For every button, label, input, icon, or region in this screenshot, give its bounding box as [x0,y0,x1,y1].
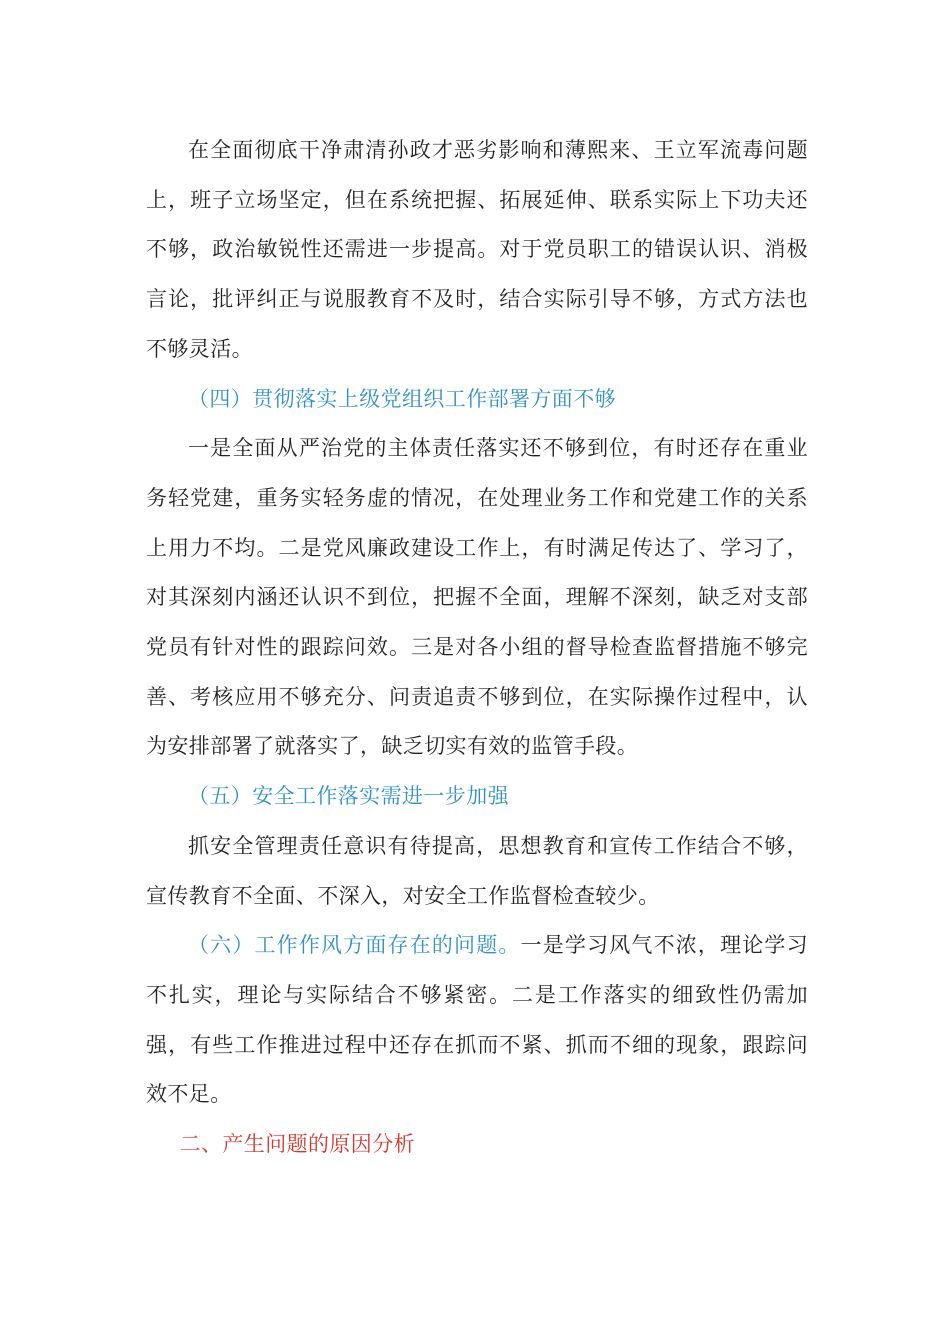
paragraph-political-stance: 在全面彻底干净肃清孙政才恶劣影响和薄熙来、王立军流毒问题上，班子立场坚定，但在系统把握、拓展延伸、联系实际上下功夫还不够，政治敏锐性还需进一步提高。对于党员职工的错误认识、消极言论，批评纠正与说服教育不及时，结合实际引导不够，方式方法也不够灵活。 [146,138,808,361]
heading-section-6: （六）工作作风方面存在的问题。 [188,933,521,958]
heading-cause-analysis: 二、产生问题的原因分析 [179,1132,415,1157]
heading-section-5: （五）安全工作落实需进一步加强 [188,784,509,809]
paragraph-work-style [146,921,808,1120]
heading-section-4: （四）贯彻落实上级党组织工作部署方面不够 [188,386,616,411]
paragraph-work-style-text: 一是学习风气不浓，理论学习不扎实，理论与实际结合不够紧密。二是工作落实的细致性仍需加强，有些工作推进过程中还存在抓而不紧、抓而不细的现象，跟踪问效不足。 [146,933,809,1107]
paragraph-safety: 抓安全管理责任意识有待提高，思想教育和宣传工作结合不够，宣传教育不全面、不深入，对安全工作监督检查较少。 [146,833,808,908]
paragraph-implementation: 一是全面从严治党的主体责任落实还不够到位，有时还存在重业务轻党建，重务实轻务虚的情况，在处理业务工作和党建工作的关系上用力不均。二是党风廉政建设工作上，有时满足传达了、学习了，对其深刻内涵还认识不到位，把握不全面，理解不深刻，缺乏对支部党员有针对性的跟踪问效。三是对各小组的督导检查监督措施不够完善、考核应用不够充分、问责追责不够到位，在实际操作过程中，认为安排部署了就落实了，缺乏切实有效的监管手段。 [146,436,808,759]
document-page [146,126,808,1170]
